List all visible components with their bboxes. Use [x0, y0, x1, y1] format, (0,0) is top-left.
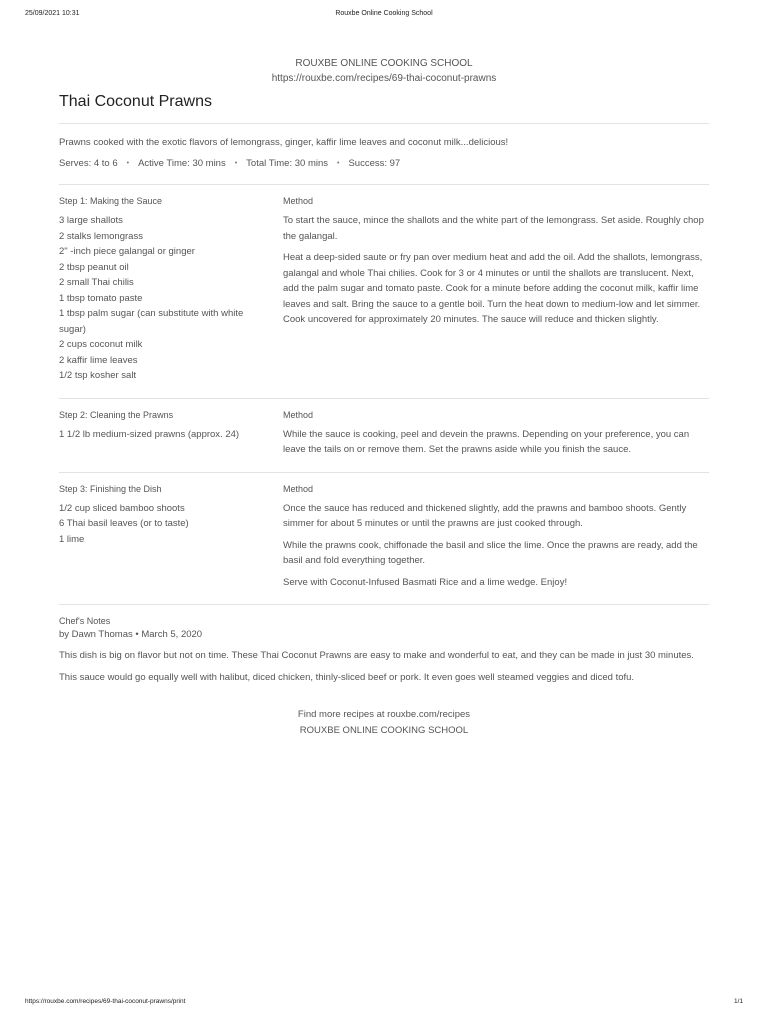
print-page-title: Rouxbe Online Cooking School — [335, 10, 433, 17]
site-header — [59, 56, 709, 86]
meta-separator: • — [234, 160, 238, 167]
method-column — [283, 195, 709, 384]
more-recipes-text: Find more recipes at rouxbe.com/recipes — [297, 709, 471, 720]
ingredient-list — [59, 501, 283, 548]
ingredients-column — [59, 483, 283, 591]
step-label: Step 1: Making the Sauce — [59, 196, 163, 206]
method-paragraph: To start the sauce, mince the shallots and the white part of the lemongrass. Set aside. Roughly chop the galangal. — [283, 215, 704, 242]
recipe-page — [59, 56, 709, 739]
ingredient-list — [59, 213, 283, 384]
recipe-step-3 — [59, 473, 709, 606]
footer-site-name: ROUXBE ONLINE COOKING SCHOOL — [299, 725, 469, 736]
print-footer — [25, 998, 743, 1010]
recipe-description: Prawns cooked with the exotic flavors of lemongrass, ginger, kaffir lime leaves and coconut milk...delicious! — [59, 137, 509, 148]
ingredient-item: 2 tbsp peanut oil — [59, 261, 129, 273]
meta-serves: Serves: 4 to 6 — [59, 158, 118, 169]
method-paragraph: Serve with Coconut-Infused Basmati Rice and a lime wedge. Enjoy! — [283, 576, 568, 588]
ingredients-column — [59, 409, 283, 458]
site-name: ROUXBE ONLINE COOKING SCHOOL — [295, 58, 473, 69]
ingredient-item: 1/2 cup sliced bamboo shoots — [59, 502, 185, 514]
method-paragraph: While the prawns cook, chiffonade the basil and slice the lime. Once the prawns are ready, add the basil and fold everything together. — [283, 539, 698, 566]
method-paragraph: While the sauce is cooking, peel and devein the prawns. Depending on your preference, you can leave the tails on or remove them. Set the prawns aside while you finish the sauce. — [283, 428, 690, 455]
meta-separator: • — [126, 160, 130, 167]
meta-separator: • — [337, 160, 340, 167]
recipe-meta — [59, 158, 709, 185]
ingredient-item: 6 Thai basil leaves (or to taste) — [59, 518, 189, 529]
method-label: Method — [283, 483, 314, 494]
print-header — [25, 10, 743, 22]
meta-total-time: Total Time: 30 mins — [246, 158, 329, 169]
ingredient-item: 1 tbsp tomato paste — [59, 292, 143, 304]
recipe-step-1 — [59, 185, 709, 399]
page-number: 1/1 — [733, 998, 743, 1005]
ingredient-item: 1 lime — [59, 533, 85, 545]
ingredients-column — [59, 195, 283, 384]
method-label: Method — [283, 196, 314, 206]
chefs-notes — [59, 615, 709, 685]
method-label: Method — [283, 409, 314, 420]
notes-paragraph: This dish is big on flavor but not on time. These Thai Coconut Prawns are easy to make and wonderful to eat, and they can be made in just 30 minutes. — [59, 650, 694, 661]
chefs-notes-label: Chef's Notes — [59, 616, 111, 626]
ingredient-item: 2 kaffir lime leaves — [59, 354, 138, 366]
method-column — [283, 409, 709, 458]
meta-active-time: Active Time: 30 mins — [138, 158, 226, 169]
page-footer — [59, 707, 709, 739]
ingredient-item: 1 tbsp palm sugar (can substitute with white sugar) — [59, 308, 244, 335]
recipe-url: https://rouxbe.com/recipes/69-thai-coconut-prawns — [271, 73, 497, 84]
step-label: Step 3: Finishing the Dish — [59, 483, 162, 494]
notes-byline: by Dawn Thomas • March 5, 2020 — [59, 629, 203, 640]
meta-success: Success: 97 — [348, 158, 401, 169]
method-paragraph: Heat a deep-sided saute or fry pan over medium heat and add the oil. Add the shallots, lemongrass, galangal and whole Thai chilies. Cook for 3 or 4 minutes or until the shallots are translucent. Next, add the palm sugar and tomato paste. Cook for a minute before adding the coconut milk, kaffir lime leaves and salt. Bring the sauce to a gentle boil. Turn the heat down to medium-low and let simmer. Cook uncovered for approximately 20 minutes. The sauce will reduce and thicken slightly. — [283, 252, 703, 325]
ingredient-item: 1/2 tsp kosher salt — [59, 370, 137, 381]
ingredient-item: 3 large shallots — [59, 215, 123, 226]
recipe-title: Thai Coconut Prawns — [59, 93, 709, 124]
method-paragraph: Once the sauce has reduced and thickened slightly, add the prawns and bamboo shoots. Gently simmer for about 5 minutes or until the prawns are just cooked through. — [283, 502, 687, 529]
ingredient-list — [59, 427, 283, 443]
ingredient-item: 2" -inch piece galangal or ginger — [59, 246, 195, 257]
ingredient-item: 2 cups coconut milk — [59, 339, 143, 350]
step-label: Step 2: Cleaning the Prawns — [59, 409, 174, 420]
notes-paragraph: This sauce would go equally well with halibut, diced chicken, thinly-sliced beef or pork. It even goes well steamed veggies and diced tofu. — [59, 671, 635, 683]
ingredient-item: 2 stalks lemongrass — [59, 230, 143, 242]
method-column — [283, 483, 709, 591]
print-url: https://rouxbe.com/recipes/69-thai-coconut-prawns/print — [25, 998, 186, 1005]
ingredient-item: 2 small Thai chilis — [59, 277, 134, 288]
recipe-step-2 — [59, 399, 709, 473]
ingredient-item: 1 1/2 lb medium-sized prawns (approx. 24) — [59, 428, 240, 440]
print-date: 25/09/2021 10:31 — [25, 10, 80, 17]
